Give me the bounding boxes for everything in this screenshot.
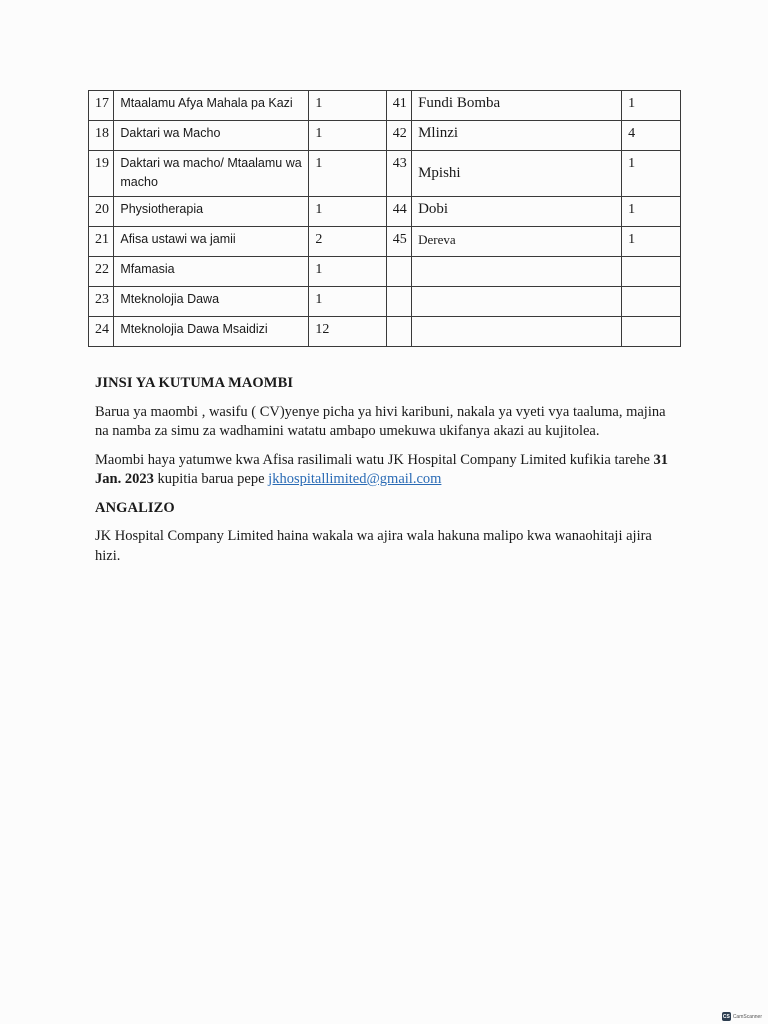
row-number: 41 xyxy=(386,91,411,121)
position-count: 1 xyxy=(309,287,386,317)
email-link[interactable]: jkhospitallimited@gmail.com xyxy=(268,471,442,487)
watermark-text: CamScanner xyxy=(732,1013,762,1020)
position-name xyxy=(412,287,622,317)
submission-via-text: kupitia barua pepe xyxy=(153,471,269,487)
position-count: 1 xyxy=(309,197,386,227)
table-row xyxy=(89,91,681,121)
camscanner-watermark xyxy=(722,1012,762,1021)
camscanner-logo-icon: CS xyxy=(722,1013,730,1020)
position-count: 1 xyxy=(622,197,681,227)
row-number xyxy=(386,287,411,317)
submission-text: Maombi haya yatumwe kwa Afisa rasilimali watu JK Hospital Company Limited kufikia tarehe xyxy=(95,451,654,468)
section-heading-how-to-apply: JINSI YA KUTUMA MAOMBI xyxy=(95,375,294,391)
position-name: Mlinzi xyxy=(412,121,622,151)
row-number: 45 xyxy=(386,227,411,257)
table-row xyxy=(89,287,681,317)
position-name: Afisa ustawi wa jamii xyxy=(114,227,309,257)
table-row xyxy=(89,121,681,151)
deadline-date: 31 Jan. 2023 xyxy=(95,451,669,487)
row-number: 20 xyxy=(89,197,114,227)
position-count: 1 xyxy=(309,257,386,287)
position-name: Mteknolojia Dawa xyxy=(114,287,309,317)
row-number: 23 xyxy=(89,287,114,317)
table-row xyxy=(89,317,681,347)
row-number xyxy=(386,317,411,347)
notice-text: JK Hospital Company Limited haina wakala wa ajira wala hakuna malipo kwa wanaohitaji ajira hizi. xyxy=(95,528,652,564)
row-number: 18 xyxy=(89,121,114,151)
application-instructions xyxy=(95,374,675,575)
position-count: 2 xyxy=(309,227,386,257)
row-number: 44 xyxy=(386,197,411,227)
position-name: Dobi xyxy=(412,197,622,227)
position-count xyxy=(622,317,681,347)
position-name: Daktari wa Macho xyxy=(114,121,309,151)
position-count: 1 xyxy=(309,91,386,121)
position-count: 1 xyxy=(309,121,386,151)
table-row xyxy=(89,151,681,197)
table-row xyxy=(89,197,681,227)
row-number xyxy=(386,257,411,287)
position-count: 4 xyxy=(622,121,681,151)
position-name: Mteknolojia Dawa Msaidizi xyxy=(114,317,309,347)
row-number: 22 xyxy=(89,257,114,287)
position-name: Mtaalamu Afya Mahala pa Kazi xyxy=(114,91,309,121)
row-number: 24 xyxy=(89,317,114,347)
row-number: 17 xyxy=(89,91,114,121)
application-requirements: Barua ya maombi , wasifu ( CV)yenye picha ya hivi karibuni, nakala ya vyeti vya taaluma, majina na namba za simu za wadhamini watatu ambapo umekuwa ukifanya akazi au kujitolea. xyxy=(95,403,666,439)
submission-info xyxy=(95,451,675,490)
position-count: 1 xyxy=(309,151,386,197)
row-number: 19 xyxy=(89,151,114,197)
position-count: 12 xyxy=(309,317,386,347)
position-name: Fundi Bomba xyxy=(412,91,622,121)
row-number: 43 xyxy=(386,151,411,197)
row-number: 21 xyxy=(89,227,114,257)
position-count xyxy=(622,257,681,287)
position-name xyxy=(412,317,622,347)
section-heading-notice: ANGALIZO xyxy=(95,499,175,516)
position-count: 1 xyxy=(622,91,681,121)
row-number: 42 xyxy=(386,121,411,151)
position-count: 1 xyxy=(622,227,681,257)
position-count xyxy=(622,287,681,317)
position-name: Physiotherapia xyxy=(114,197,309,227)
position-count: 1 xyxy=(622,151,681,197)
position-name: Daktari wa macho/ Mtaalamu wa macho xyxy=(114,151,309,197)
position-name xyxy=(412,257,622,287)
position-name: Mfamasia xyxy=(114,257,309,287)
position-name: Mpishi xyxy=(412,151,622,197)
positions-table xyxy=(88,90,681,347)
table-row xyxy=(89,227,681,257)
position-name: Dereva xyxy=(412,227,622,257)
table-row xyxy=(89,257,681,287)
